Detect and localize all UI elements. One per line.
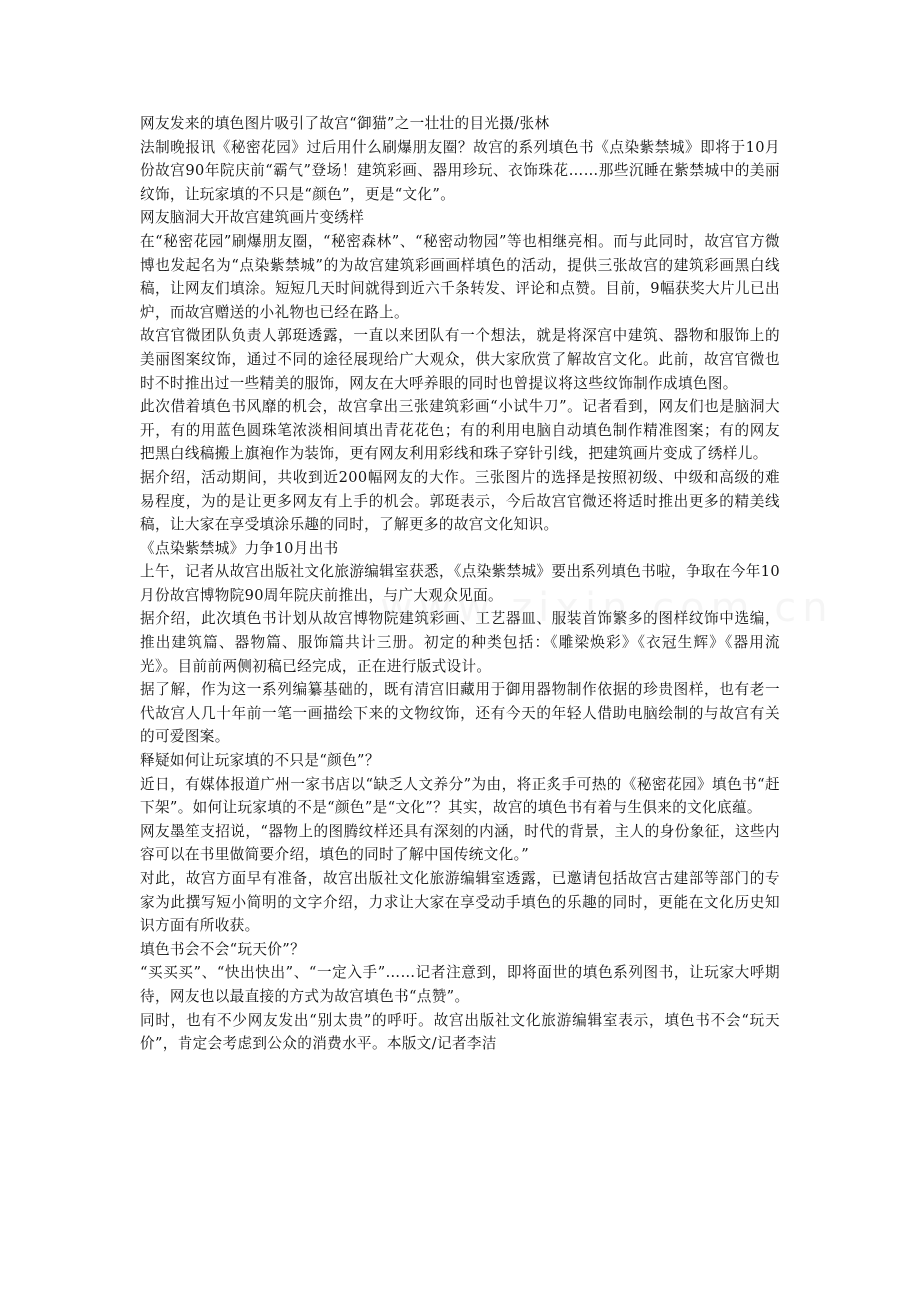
section-heading: 释疑如何让玩家填的不只是“颜色”？ <box>140 752 380 770</box>
section-heading: 填色书会不会“玩天价”？ <box>140 940 306 958</box>
paragraph: 在“秘密花园”刷爆朋友圈，“秘密森林”、“秘密动物园”等也相继亮相。而与此同时，故宫官方微博也发起名为“点染紫禁城”的为故宫建筑彩画画样填色的活动，提供三张故宫的建筑彩画黑白线稿，让网友们填涂。短短几天时间就得到近六千条转发、评论和点赞。目前，9幅获奖大片儿已出炉，而故宫赠送的小礼物也已经在路上。 <box>140 232 780 321</box>
paragraph: 据介绍，此次填色书计划从故宫博物院建筑彩画、工艺器皿、服装首饰繁多的图样纹饰中选编，推出建筑篇、器物篇、服饰篇共计三册。初定的种类包括：《雕梁焕彩》《衣冠生辉》《器用流光》。目前前两侧初稿已经完成，正在进行版式设计。 <box>140 610 780 675</box>
paragraph: 故宫官微团队负责人郭珽透露，一直以来团队有一个想法，就是将深宫中建筑、器物和服饰上的美丽图案纹饰，通过不同的途径展现给广大观众，供大家欣赏了解故宫文化。此前，故宫官微也时不时推出过一些精美的服饰，网友在大呼养眼的同时也曾提议将这些纹饰制作成填色图。 <box>140 327 780 392</box>
paragraph: 据了解，作为这一系列编纂基础的，既有清宫旧藏用于御用器物制作依据的珍贵图样，也有老一代故宫人几十年前一笔一画描绘下来的文物纹饰，还有今天的年轻人借助电脑绘制的与故宫有关的可爱图案。 <box>140 681 780 746</box>
paragraph: 同时，也有不少网友发出“别太贵”的呼吁。故宫出版社文化旅游编辑室表示，填色书不会“玩天价”，肯定会考虑到公众的消费水平。本版文/记者李洁 <box>140 1011 780 1053</box>
article-body <box>140 112 780 1056</box>
paragraph: 据介绍，活动期间，共收到近200幅网友的大作。三张图片的选择是按照初级、中级和高级的难易程度，为的是让更多网友有上手的机会。郭珽表示，今后故宫官微还将适时推出更多的精美线稿，让大家在享受填涂乐趣的同时，了解更多的故宫文化知识。 <box>140 468 780 534</box>
paragraph: 此次借着填色书风靡的机会，故宫拿出三张建筑彩画“小试牛刀”。记者看到，网友们也是脑洞大开，有的用蓝色圆珠笔浓淡相间填出青花花色；有的利用电脑自动填色制作精准图案；有的网友把黑白线稿搬上旗袍作为装饰，更有网友利用彩线和珠子穿针引线，把建筑画片变成了绣样儿。 <box>140 398 780 463</box>
photo-caption: 网友发来的填色图片吸引了故宫“御猫”之一壮壮的目光摄/张林 <box>140 115 550 132</box>
paragraph: 对此，故宫方面早有准备，故宫出版社文化旅游编辑室透露，已邀请包括故宫古建部等部门的专家为此撰写短小简明的文字介绍，力求让大家在享受动手填色的乐趣的同时，更能在文化历史知识方面有所收获。 <box>140 870 780 935</box>
section-heading: 网友脑洞大开故宫建筑画片变绣样 <box>140 209 365 227</box>
section-heading: 《点染紫禁城》力争10月出书 <box>140 539 339 557</box>
paragraph: 网友墨笙支招说，“器物上的图腾纹样还具有深刻的内涵，时代的背景，主人的身份象征，这些内容可以在书里做简要介绍，填色的同时了解中国传统文化。” <box>140 822 780 864</box>
paragraph: 上午，记者从故宫出版社文化旅游编辑室获悉，《点染紫禁城》要出系列填色书啦，争取在今年10月份故宫博物院90周年院庆前推出，与广大观众见面。 <box>140 563 780 604</box>
paragraph: “买买买”、“快出快出”、“一定入手”……记者注意到，即将面世的填色系列图书，让玩家大呼期待，网友也以最直接的方式为故宫填色书“点赞”。 <box>140 964 780 1005</box>
paragraph: 法制晚报讯《秘密花园》过后用什么刷爆朋友圈？故宫的系列填色书《点染紫禁城》即将于10月份故宫90年院庆前“霸气”登场！建筑彩画、器用珍玩、衣饰珠花……那些沉睡在紫禁城中的美丽纹饰，让玩家填的不只是“颜色”，更是“文化”。 <box>140 138 780 203</box>
paragraph: 近日，有媒体报道广州一家书店以“缺乏人文养分”为由，将正炙手可热的《秘密花园》填色书“赶下架”。如何让玩家填的不是“颜色”是“文化”？其实，故宫的填色书有着与生俱来的文化底蕴。 <box>140 775 780 817</box>
